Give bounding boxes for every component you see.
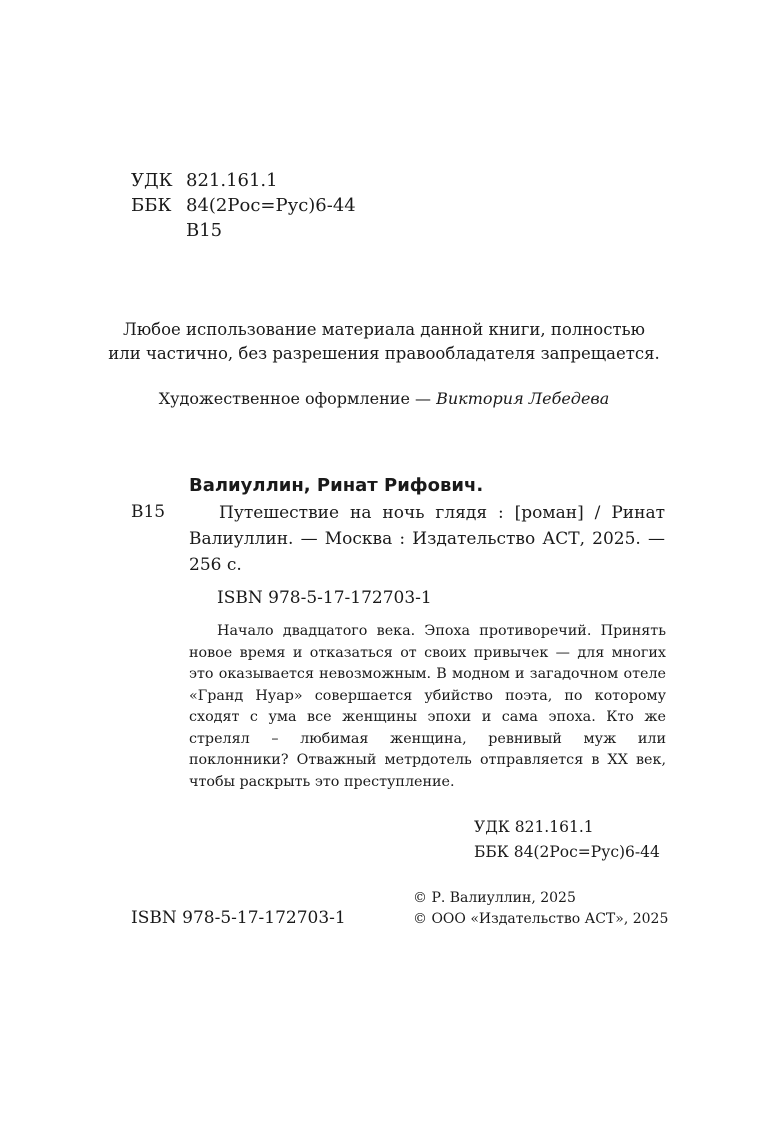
isbn-bottom: ISBN 978-5-17-172703-1 [131, 908, 346, 928]
udk-label: УДК [131, 170, 173, 191]
bbk-bottom: ББК 84(2Рос=Рус)6-44 [474, 843, 660, 861]
classification-bottom [474, 815, 660, 865]
bib-author: Валиуллин, Ринат Рифович. [189, 475, 484, 496]
copyright-line-1: © Р. Валиуллин, 2025 [413, 890, 576, 906]
annotation: Начало двадцатого века. Эпоха противоречий. Принять новое время и отказаться от своих привычек — для многих это оказывается невозможным. В модном и загадочном отеле «Гранд Нуар» совершается убийство поэта, по которому сходят с ума все женщины эпохи и сама эпоха. Кто же стрелял – любимая женщина, ревнивый муж или поклонники? Отважный метрдотель отправляется в XX век, чтобы раскрыть это преступление. [189, 623, 666, 790]
bib-author-mark: В15 [131, 502, 166, 522]
design-credit-name: Виктория Лебедева [436, 389, 610, 408]
bbk-label: ББК [131, 195, 172, 216]
copyright-block [413, 888, 668, 930]
bib-description [189, 500, 665, 578]
author-mark-top: В15 [186, 220, 223, 241]
classification-top [131, 168, 356, 243]
bib-isbn: ISBN 978-5-17-172703-1 [217, 588, 432, 608]
udk-row [131, 168, 356, 193]
design-credit [0, 389, 768, 408]
bbk-value: 84(2Рос=Рус)6-44 [186, 195, 356, 216]
bib-description-text: Путешествие на ночь глядя : [роман] / Ринат Валиуллин. — Москва : Издательство АСТ, 2025. — 256 с. [189, 503, 665, 575]
notice-line-2: или частично, без разрешения правообладателя запрещается. [108, 344, 660, 363]
bbk-row [131, 193, 356, 218]
copyright-line-2: © ООО «Издательство АСТ», 2025 [413, 911, 669, 927]
copyright-notice [0, 318, 768, 366]
notice-line-1: Любое использование материала данной книги, полностью [123, 320, 645, 339]
udk-value: 821.161.1 [186, 170, 278, 191]
author-mark-row [131, 218, 356, 243]
udk-bottom: УДК 821.161.1 [474, 818, 594, 836]
design-credit-label: Художественное оформление — [158, 389, 437, 408]
